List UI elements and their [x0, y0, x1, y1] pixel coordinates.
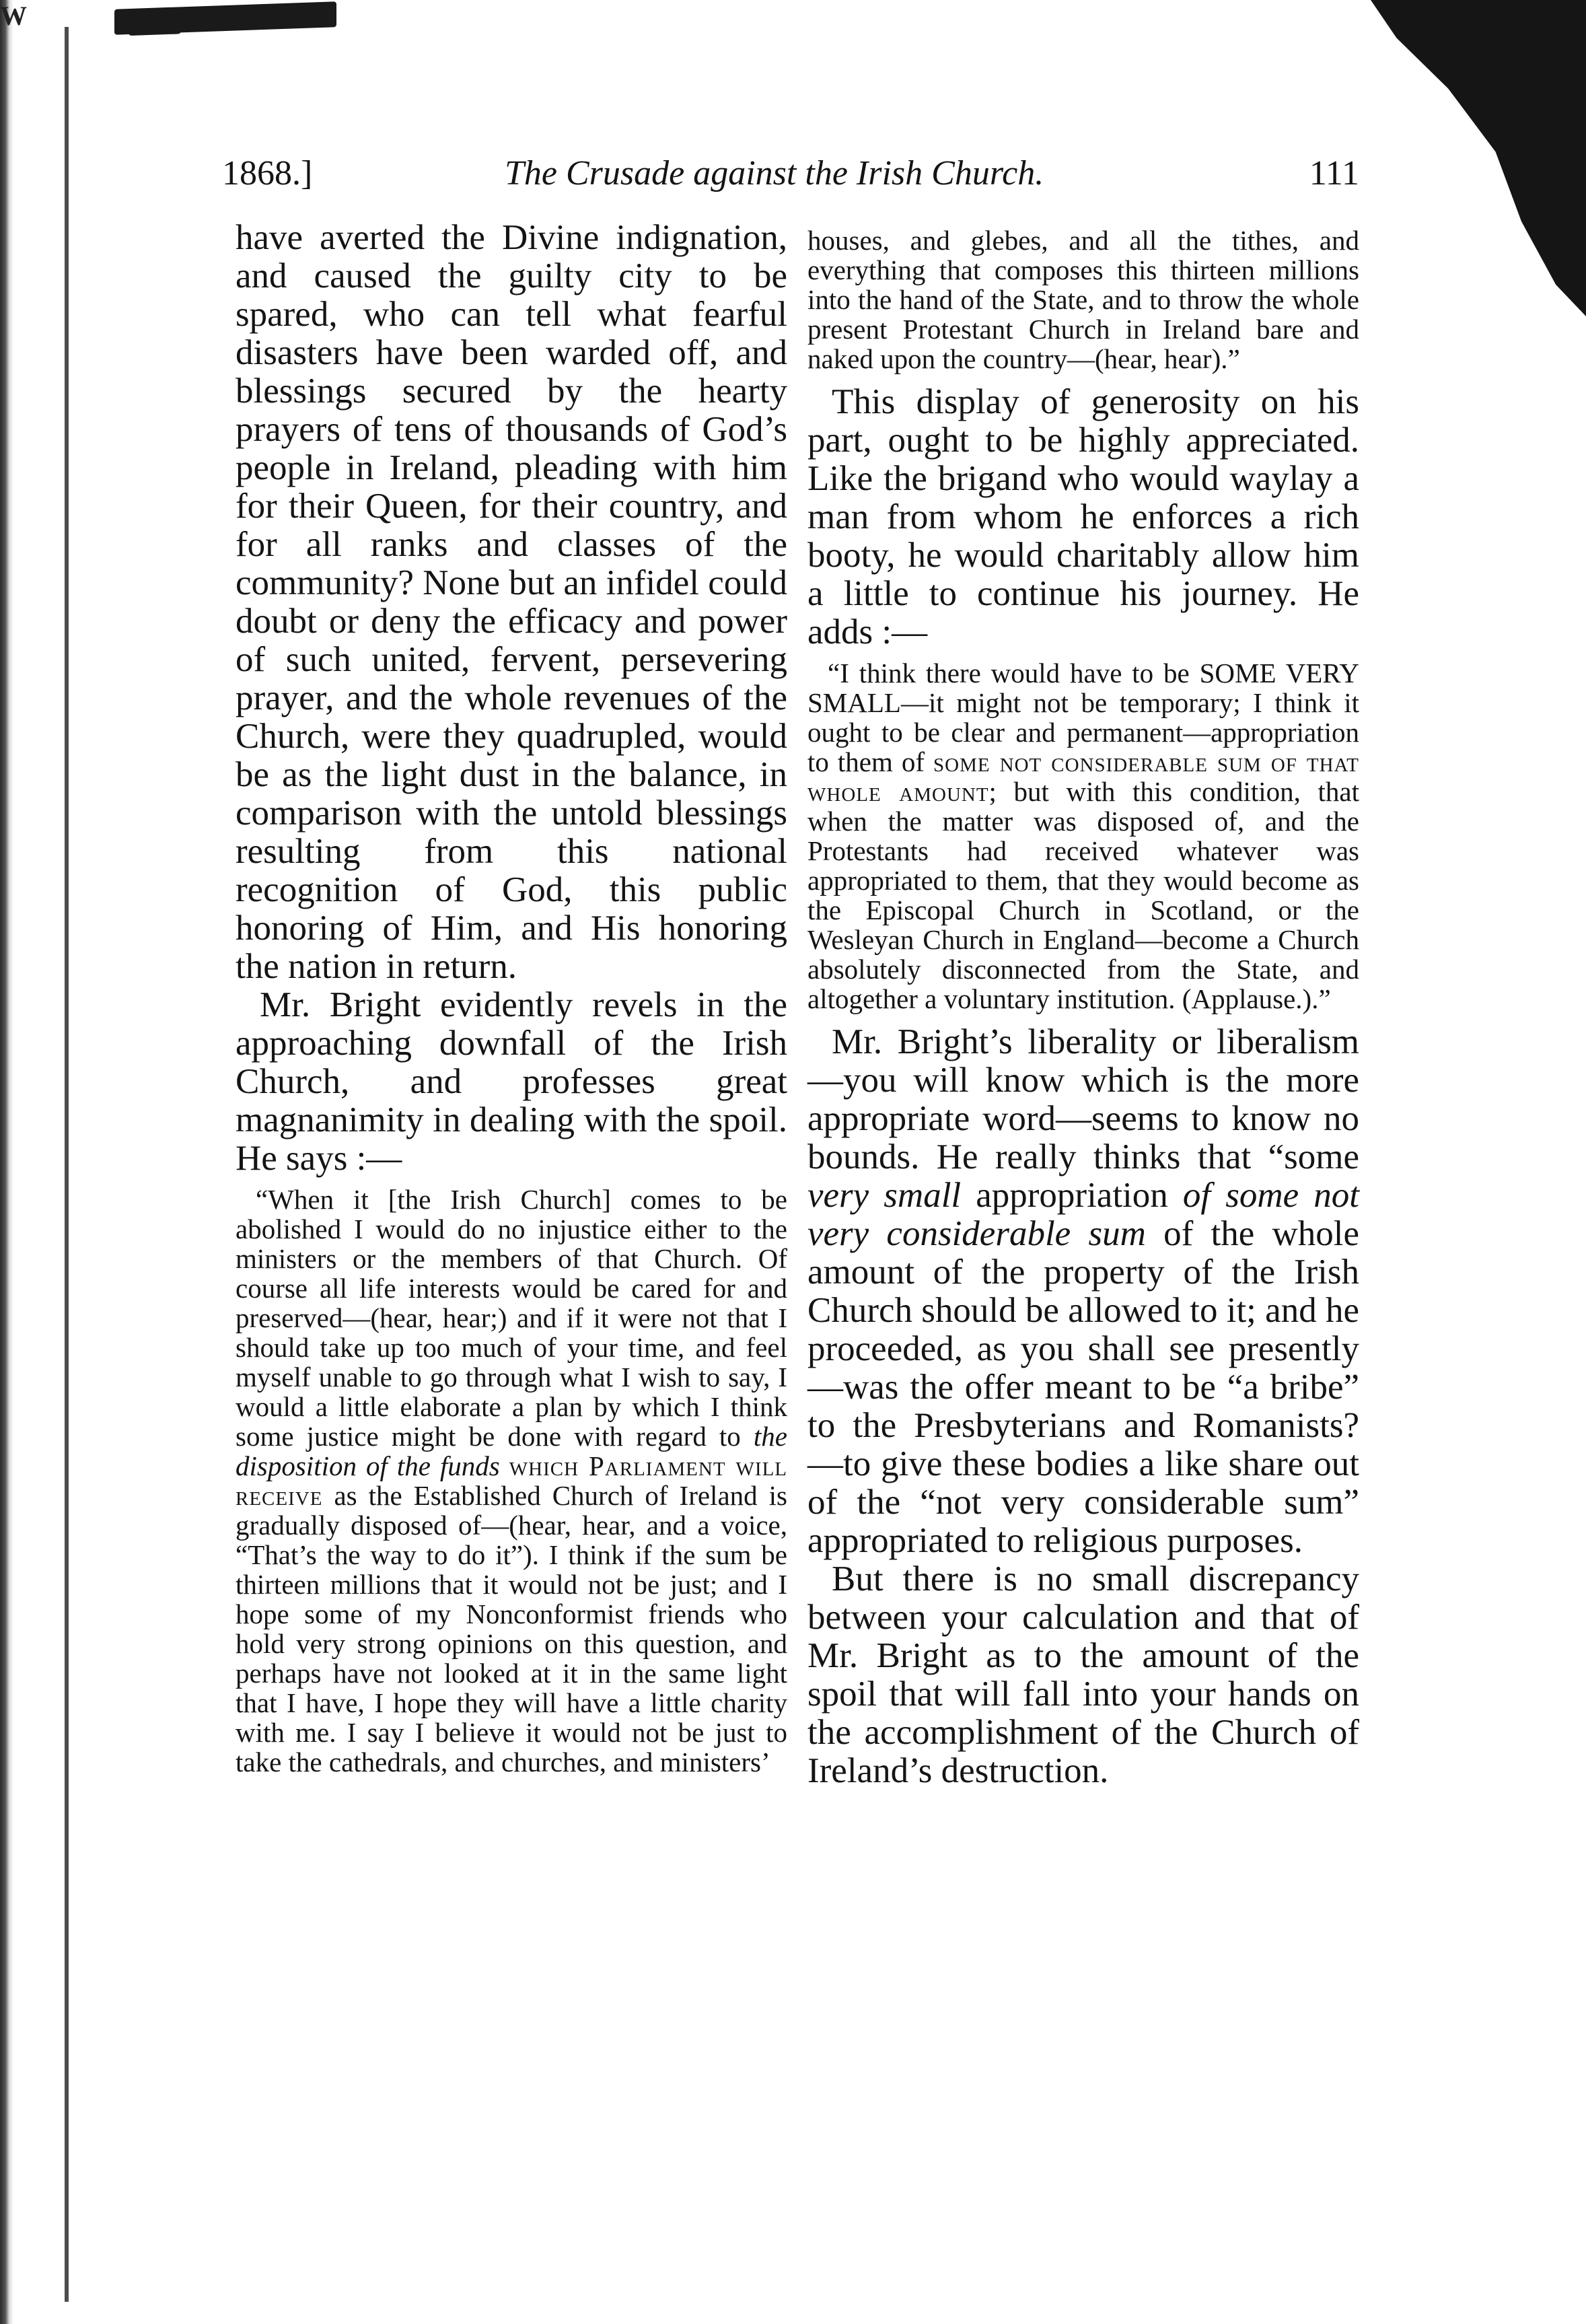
italic-text: of some not very considerable sum [807, 1176, 1359, 1253]
quote-italic-text: the disposition of the funds [236, 1421, 787, 1481]
scan-ink-mark [114, 1, 336, 35]
left-column [236, 219, 787, 2292]
quote-smallcaps-text: some not considerable sum of that whole amount [807, 746, 1359, 807]
italic-text: very small [807, 1176, 962, 1215]
header-running-title: The Crusade against the Irish Church. [505, 154, 1044, 192]
block-quote [236, 1185, 787, 1777]
quote-smallcaps-text: which Parliament will receive [236, 1450, 787, 1511]
scan-left-edge [0, 0, 13, 2324]
paragraph-text: of the whole amount of the property of the Irish Church should be allowed to it; and he proceeded, as you shall see presently—was the offer meant to be “a bribe” to the Presbyterians and Romanists?—to give these bodies a like share out of the “not very considerable sum” appropriated to religious purposes. [807, 1214, 1359, 1560]
quote-text: “I think there would have to be [828, 658, 1200, 689]
page-header [222, 153, 1359, 207]
quote-text: as the Established Church of Ireland is gradually disposed of—(hear, hear, and a voice, “That’s the way to do it”). I think if the sum be thirteen millions that it would not be just; and I hope some of my Nonconformist friends who hold very strong opinions on this question, and perhaps have not looked at it in the same light that I have, I hope they will have a little charity with me. I say I believe it would not be just to take the cathedrals, and churches, and ministers’ [236, 1480, 787, 1777]
block-quote [807, 658, 1359, 1014]
block-quote-continued: houses, and glebes, and all the tithes, and everything that composes this thirteen millions into the hand of the State, and to throw the whole present Protestant Church in Ireland bare and naked upon the country—(hear, hear).” [807, 225, 1359, 374]
binding-gutter-line [65, 27, 69, 2302]
quote-text: ; but with this condition, that when the matter was disposed of, and the Protestants had received whatever was appropriated to them, that they would become as the Episcopal Church in Scotland, or the Wesleyan Church in England—become a Church absolutely disconnected from the State, and altogether a voluntary institution. (Applause.).” [807, 776, 1359, 1014]
paragraph: have averted the Divine indignation, and caused the guilty city to be spared, who can tell what fearful disasters have been warded off, and blessings secured by the hearty prayers of tens of thousands of God’s people in Ireland, pleading with him for their Queen, for their country, and for all ranks and classes of the community? None but an infidel could doubt or deny the efficacy and power of such united, fervent, persevering prayer, and the whole revenues of the Church, were they quadrupled, would be as the light dust in the balance, in comparison with the untold blessings resulting from this national recognition of God, this public honoring of Him, and His honoring the nation in return. [236, 218, 787, 986]
paragraph: Mr. Bright evidently revels in the approaching downfall of the Irish Church, and professes great magnanimity in dealing with the spoil. He says :— [236, 985, 787, 1178]
paragraph-text: appropriation [961, 1176, 1183, 1215]
quote-text: “When it [the Irish Church] comes to be abolished I would do no injustice either to the ministers or the members of that Church. Of course all life interests would be cared for and preserved—(hear, hear;) and if it were not that I should take up too much of your time, and feel myself unable to go through what I wish to say, I would a little elaborate a plan by which I think some justice might be done with regard to [236, 1184, 787, 1452]
right-column [807, 219, 1359, 2292]
paragraph: This display of generosity on his part, ought to be highly appreciated. Like the brigand who would waylay a man from whom he enforces a rich booty, he would charitably allow him a little to continue his journey. He adds :— [807, 382, 1359, 652]
paragraph-text: Mr. Bright’s liberality or liberalism—you will know which is the more appropriate word—seems to know no bounds. He really thinks that “some [807, 1022, 1359, 1176]
header-page-number: 111 [1309, 154, 1359, 192]
quote-text: —it might not be temporary; I think it ought to be clear and permanent—appropriation to them of [807, 687, 1359, 777]
quote-caps-text: SOME VERY SMALL [807, 658, 1359, 718]
torn-page-corner [1371, 0, 1586, 316]
paragraph [807, 1023, 1359, 1560]
paragraph: But there is no small discrepancy between your calculation and that of Mr. Bright as to the amount of the spoil that will fall into your hands on the accomplishment of the Church of Ireland’s destruction. [807, 1559, 1359, 1790]
corner-mark: W [0, 1, 26, 31]
header-year: 1868.] [222, 154, 313, 192]
